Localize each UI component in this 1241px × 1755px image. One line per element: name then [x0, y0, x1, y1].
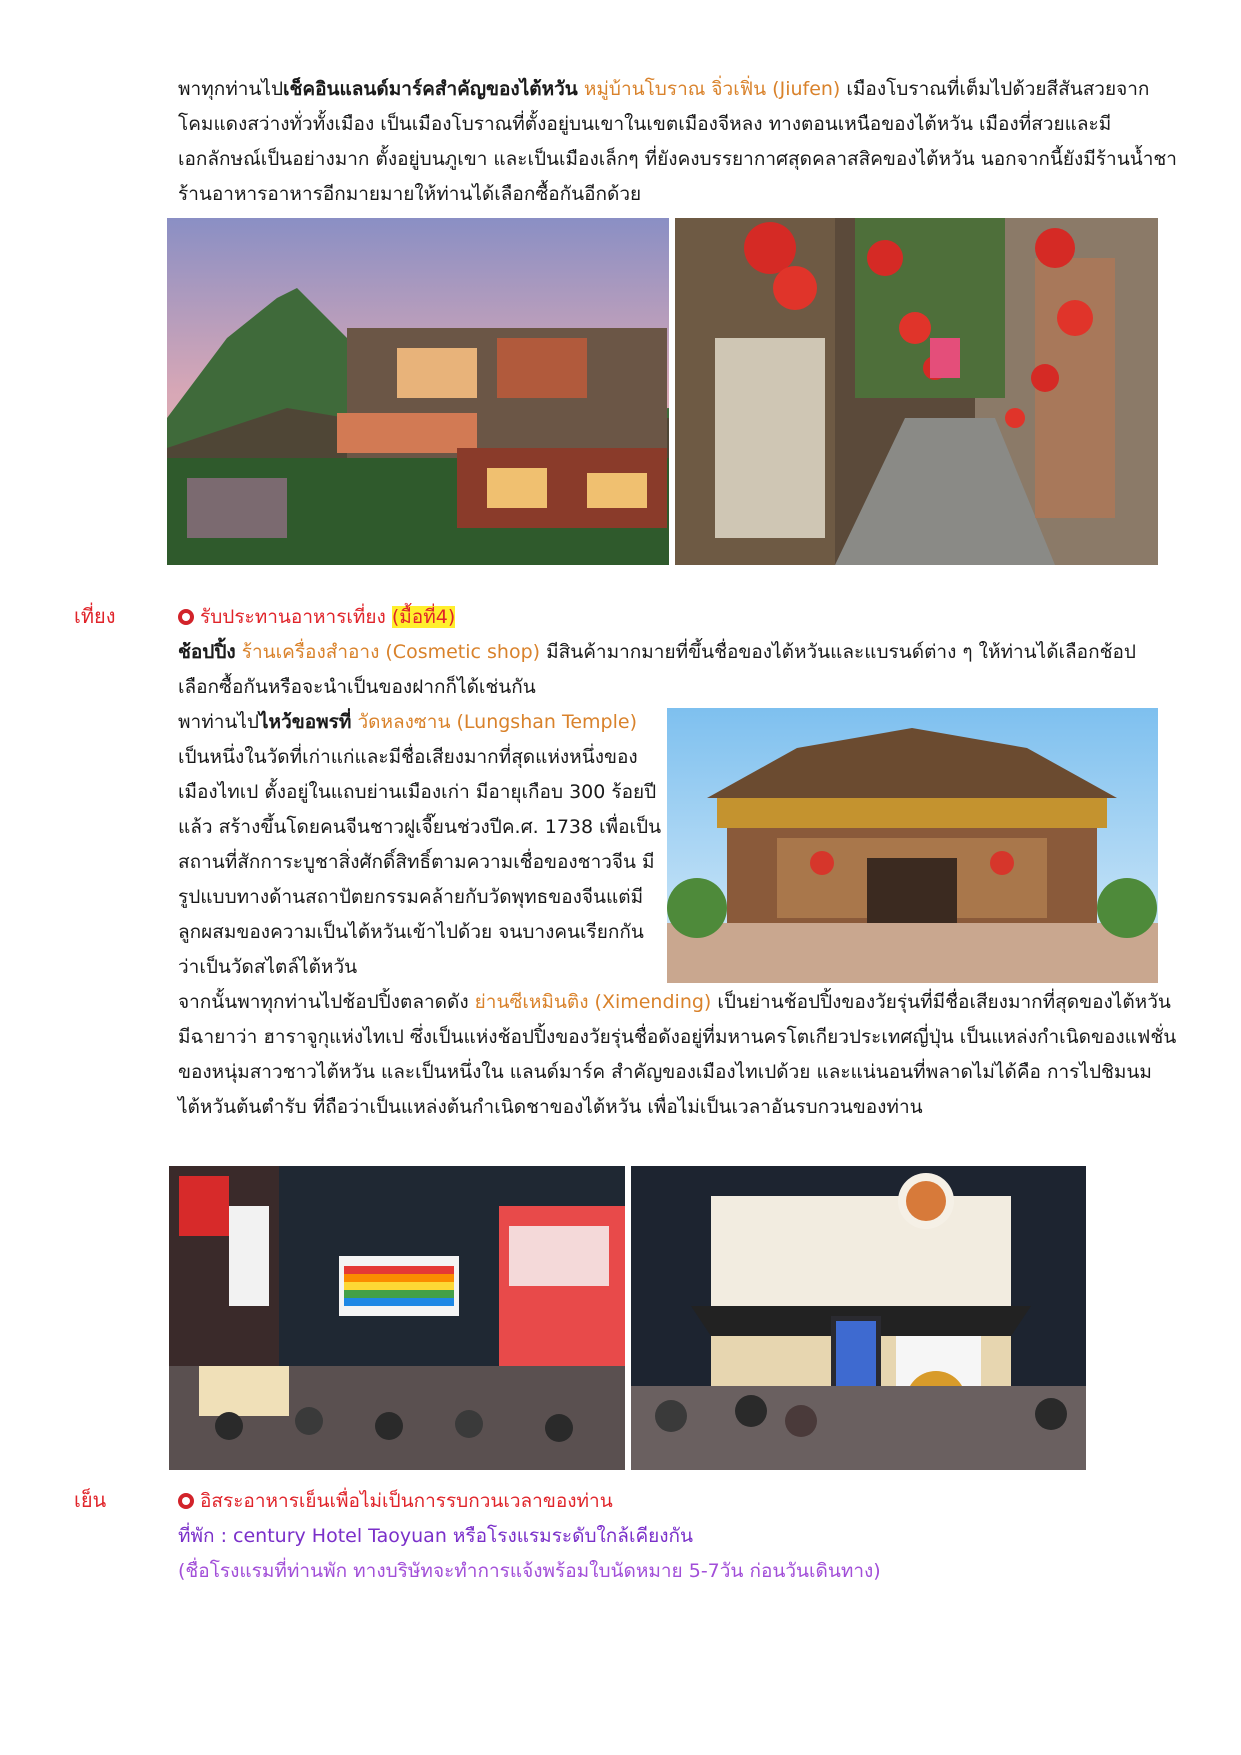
lungshan-name: วัดหลงซาน (Lungshan Temple)	[351, 711, 637, 733]
jiufen-mountain-photo	[167, 218, 669, 565]
cosmetic-shop-paragraph: ช้อปปิ้ง ร้านเครื่องสำอาง (Cosmetic shop) มีสินค้ามากมายที่ขึ้นชื่อของไต้หวันและแบรนด์ต่าง ๆ ให้ท่านได้เลือกช้อปเลือกซื้อกันหรือจะนำเป็นของฝากก็ได้เช่นกัน	[178, 641, 1136, 698]
jiufen-lantern-street-photo	[675, 218, 1158, 565]
lungshan-paragraph: พาท่านไปไหว้ขอพรที่ วัดหลงซาน (Lungshan Temple) เป็นหนึ่งในวัดที่เก่าแก่และมีชื่อเสียงมากที่สุดแห่งหนึ่งของเมืองไทเป ตั้งอยู่ในแถบย่านเมืองเก่า มีอายุเกือบ 300 ร้อยปีแล้ว สร้างขึ้นโดยคนจีนชาวฝูเจี๊ยนช่วงปีค.ศ. 1738 เพื่อเป็นสถานที่สักการะบูชาสิ่งศักดิ์สิทธิ์ตามความเชื่อของชาวจีน มีรูปแบบทางด้านสถาปัตยกรรมคล้ายกับวัดพุทธของจีนแต่มีลูกผสมของความเป็นไต้หวันเข้าไปด้วย จนบางคนเรียกกันว่าเป็นวัดสไตล์ไต้หวัน	[178, 711, 662, 978]
lungshan-temple-photo	[667, 708, 1158, 983]
lunch-label: เที่ยง	[74, 604, 116, 628]
jiufen-highlight: เช็คอินแลนด์มาร์คสำคัญของไต้หวัน	[283, 78, 578, 100]
jiufen-paragraph: พาทุกท่านไปเช็คอินแลนด์มาร์คสำคัญของไต้หวัน หมู่บ้านโบราณ จิ่วเฟิ่น (Jiufen) เมืองโบราณที่เต็มไปด้วยสีสันสวยจากโคมแดงสว่างทั่วทั้งเมือง เป็นเมืองโบราณที่ตั้งอยู่บนเขาในเขตเมืองจีหลง ทางตอนเหนือของไต้หวัน เมืองที่สวยและมีเอกลักษณ์เป็นอย่างมาก ตั้งอยู่บนภูเขา และเป็นเมืองเล็กๆ ที่ยังคงบรรยากาศสุดคลาสสิคของไต้หวัน นอกจากนี้ยังมีร้านน้ำชา ร้านอาหารอาหารอีกมายมายให้ท่านได้เลือกซื้อกันอีกด้วย	[178, 78, 1177, 205]
ximending-tea-shop-photo	[631, 1166, 1086, 1470]
dinner-meal-line: อิสระอาหารเย็นเพื่อไม่เป็นการรบกวนเวลาของท่าน	[178, 1484, 1178, 1519]
cosmetic-shop-name: ร้านเครื่องสำอาง (Cosmetic shop)	[241, 641, 541, 663]
ximending-street-photo	[169, 1166, 625, 1470]
ximending-paragraph: จากนั้นพาทุกท่านไปช้อปปิ้งตลาดดัง ย่านซีเหมินติง (Ximending) เป็นย่านช้อปปิ้งของวัยรุ่นที่มีชื่อเสียงมากที่สุดของไต้หวัน มีฉายาว่า ฮาราจูกุแห่งไทเป ซึ่งเป็นแห่งช้อปปิ้งของวัยรุ่นชื่อดังอยู่ที่มหานครโตเกียวประเทศญี่ปุ่น เป็นแหล่งกำเนิดของแฟชั่นของหนุ่มสาวชาวไต้หวัน และเป็นหนึ่งใน แลนด์มาร์ค สำคัญของเมืองไทเปด้วย และแน่นอนที่พลาดไม่ได้คือ การไปชิมนมไต้หวันต้นตำรับ ที่ถือว่าเป็นแหล่งต้นกำเนิดชาของไต้หวัน เพื่อไม่เป็นเวลาอันรบกวนของท่าน	[178, 991, 1177, 1118]
dinner-label: เย็น	[74, 1488, 107, 1512]
hotel-line: ที่พัก : century Hotel Taoyuan หรือโรงแรมระดับใกล้เคียงกัน	[178, 1525, 694, 1547]
ximending-name: ย่านซีเหมินติง (Ximending)	[474, 991, 712, 1013]
lunch-meal-line: รับประทานอาหารเที่ยง (มื้อที่4)	[178, 600, 1178, 635]
jiufen-name: หมู่บ้านโบราณ จิ่วเฟิ่น (Jiufen)	[583, 78, 841, 100]
dish-icon	[178, 1493, 194, 1509]
dish-icon	[178, 609, 194, 625]
hotel-note: (ชื่อโรงแรมที่ท่านพัก ทางบริษัทจะทำการแจ้งพร้อมใบนัดหมาย 5-7วัน ก่อนวันเดินทาง)	[178, 1560, 881, 1582]
meal-number-badge: (มื้อที่4)	[391, 606, 456, 628]
